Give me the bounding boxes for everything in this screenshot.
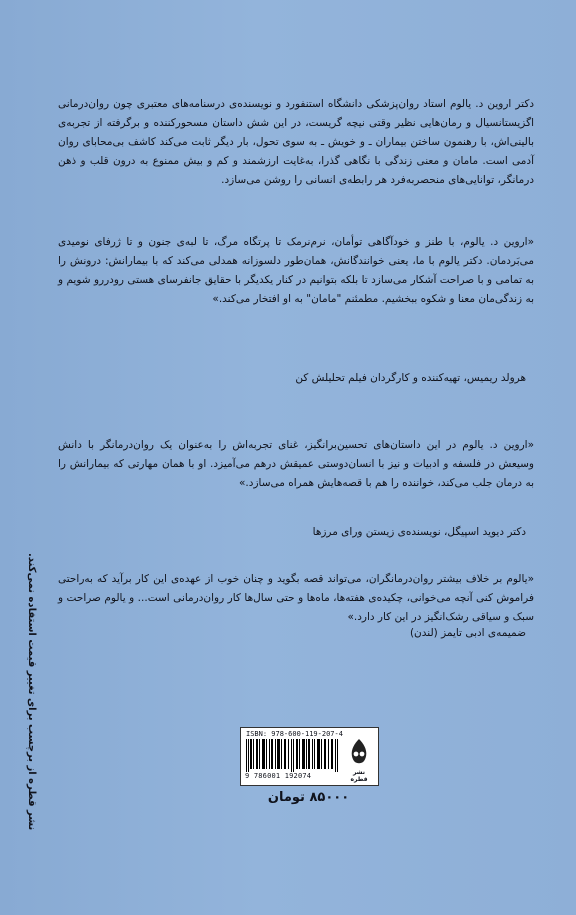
intro-paragraph: دکتر اروین د. یالوم استاد روان‌پزشکی دانشگاه استنفورد و نویسنده‌ی درسنامه‌های معتبری چون روان‌درمانی اگزیستانسیال و رمان‌هایی نظیر وقتی نیچه گریست، در این شش داستان مسحورکننده و برگرفته از تجربه‌ی بالینی‌اش، با رهنمون ساختن بیماران ـ و خویش ـ به سوی تحول، بار دیگر ثابت می‌کند کاشف بی‌محابای روان آدمی است. مامان و معنی زندگی با نگاهی گذرا، به‌غایت ارزشمند و کم و بیش ممنوع به درون قلب و ذهن درمانگر، توانایی‌های منحصربه‌فرد هر رابطه‌ی انسانی را روشن می‌سازد. [58, 98, 534, 186]
publisher-logo [345, 737, 373, 781]
barcode-number: 9 786001 192074 [245, 772, 312, 780]
review-attribution-3: ضمیمه‌ی ادبی تایمز (لندن) [409, 627, 526, 639]
review-quote-1: «اروین د. یالوم، با طنز و خودآگاهی توأمان، نرم‌نرمک تا پرتگاه مرگ، تا لبه‌ی جنون و تا ژرفای نومیدی می‌بَردمان. دکتر یالوم با ما، یعنی خوانندگانش، همان‌طور دلسوزانه همدلی می‌کند که با بیمارانش: درونش را به تمامی و با صراحت آشکار می‌سازد تا بلکه بتوانیم در کنار یکدیگر با حقایق جانفرسای هستی رودررو شویم و به زندگی‌مان معنا و شکوه ببخشیم. مطمئنم "مامان" به او افتخار می‌کند.» [58, 236, 534, 305]
barcode-panel [240, 727, 379, 786]
review-quote-3: «یالوم بر خلاف بیشتر روان‌درمانگران، می‌تواند قصه بگوید و چنان خوب از عهده‌ی این کار برآید که به‌راحتی فراموش کنی آنچه می‌خوانی، چکیده‌ی هفته‌ها، ماه‌ها و حتی سال‌ها کار روان‌درمانی است... و یالوم صراحت و سبک و سیاقی رشک‌انگیز در این کار دارد.» [58, 573, 534, 623]
price-label-notice: نشر قطره از برچسب برای تغییر قیمت استفاده نمی‌کند. [26, 552, 37, 830]
publisher-logo-icon [345, 737, 373, 767]
isbn-text: ISBN: 978-600-119-207-4 [246, 730, 343, 738]
publisher-logo-label: نشر قطره [350, 769, 368, 783]
review-attribution-2: دکتر دیوید اسپیگل، نویسنده‌ی زیستن ورای مرزها [312, 526, 526, 538]
review-attribution-1: هرولد ریمیس، تهیه‌کننده و کارگردان فیلم تحلیلش کن [295, 372, 526, 384]
barcode-image [246, 739, 341, 772]
price-text: ۸۵۰۰۰ تومان [267, 790, 350, 805]
review-quote-2: «اروین د. یالوم در این داستان‌های تحسین‌برانگیز، غنای تجربه‌اش را به‌عنوان یک روان‌درمانگر با دانش وسیعش در فلسفه و ادبیات و نیز با انسان‌دوستی عمیقش درهم می‌آمیزد. او با همان مهارتی که بیمارانش را به درمان جلب می‌کند، خواننده را هم با قصه‌هایش همراه می‌سازد.» [58, 439, 534, 489]
